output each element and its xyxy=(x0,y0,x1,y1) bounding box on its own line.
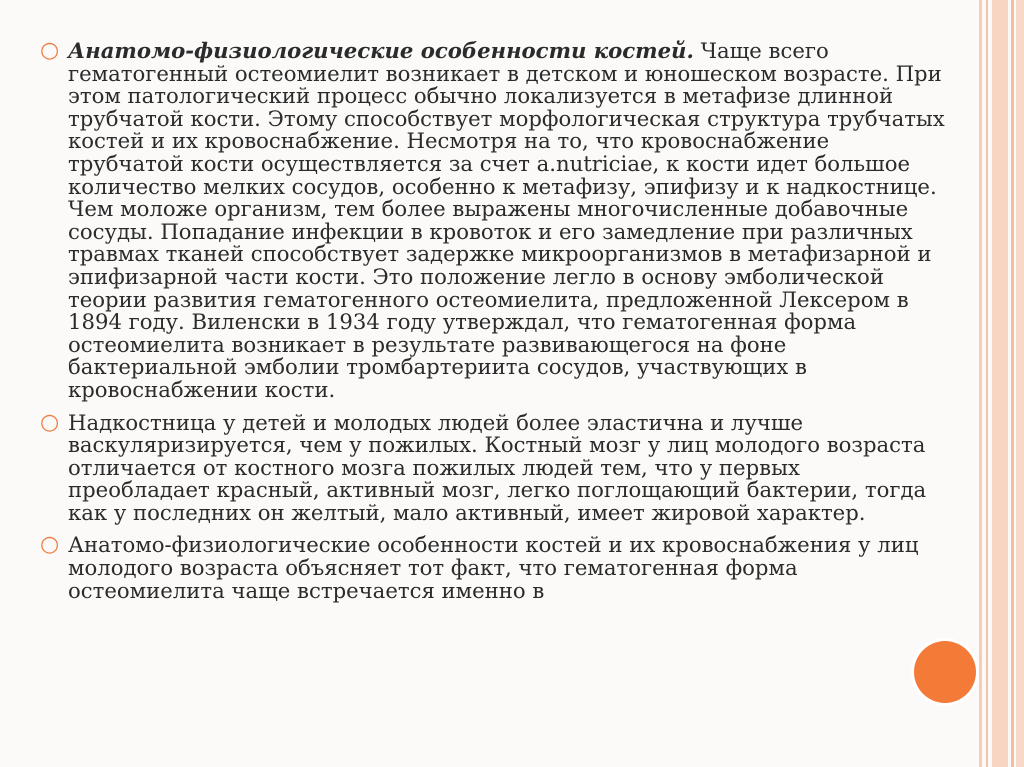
paragraph-text: Чаще всего гематогенный остеомиелит возникает в детском и юношеском возрасте. При этом патологический процесс обычно локализуется в метафизе длинной трубчатой кости. Этому способствует морфологическая структура трубчатых костей и их кровоснабжение. Несмотря на то, что кровоснабжение трубчатой кости осуществляется за счет a.nutriciae, к кости идет большое количество мелких сосудов, особенно к метафизу, эпифизу и к надкостнице. Чем моложе организм, тем более выражены многочисленные добавочные сосуды. Попадание инфекции в кровоток и его замедление при различных травмах тканей способствует задержке микроорганизмов в метафизарной и эпифизарной части кости. Это положение легло в основу эмболической теории развития гематогенного остеомиелита, предложенной Лексером в 1894 году. Виленски в 1934 году утверждал, что гематогенная форма остеомиелита возникает в результате развивающегося на фоне бактериальной эмболии тромбартериита сосудов, участвующих в кровоснабжении кости. xyxy=(68,38,945,402)
paragraph-lead: Анатомо-физиологические особенности костей. xyxy=(68,38,694,63)
stripe xyxy=(986,0,988,767)
decorative-orange-circle xyxy=(914,641,976,703)
bullet-icon: ○ xyxy=(40,409,60,435)
stripe xyxy=(1011,0,1014,767)
stripe xyxy=(992,0,1008,767)
paragraph-text: Анатомо-физиологические особенности костей и их кровоснабжения у лиц молодого возраста объясняет тот факт, что гематогенная форма остеомиелита чаще встречается именно в xyxy=(68,532,919,603)
bullet-paragraph-3 xyxy=(38,534,948,602)
decorative-side-stripes xyxy=(978,0,1024,767)
bullet-icon: ○ xyxy=(40,38,60,63)
slide-body xyxy=(38,40,948,612)
bullet-paragraph-2 xyxy=(38,409,948,525)
paragraph-text: Надкостница у детей и молодых людей более эластична и лучше васкуляризируется, чем у пожилых. Костный мозг у лиц молодого возраста отличается от костного мозга пожилых людей тем, что у первых преобладает красный, активный мозг, легко поглощающий бактерии, тогда как у последних он желтый, мало активный, имеет жировой характер. xyxy=(68,409,927,525)
bullet-paragraph-1 xyxy=(38,40,948,402)
bullet-icon: ○ xyxy=(40,532,60,558)
stripe xyxy=(1016,0,1024,767)
stripe xyxy=(979,0,982,767)
